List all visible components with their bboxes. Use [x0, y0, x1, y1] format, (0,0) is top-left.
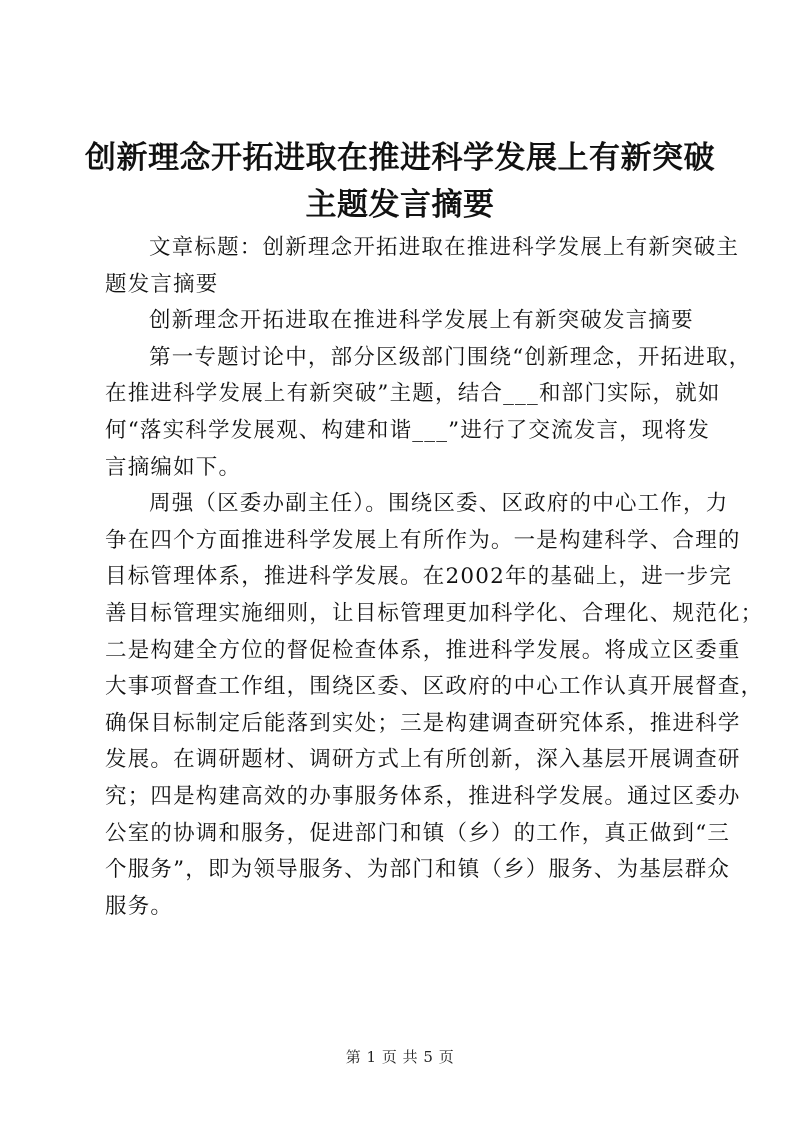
paragraph	[105, 340, 752, 486]
paragraph	[105, 486, 764, 925]
document-body	[105, 230, 764, 925]
paragraph-line: 目标管理体系，推进科学发展。在2002年的基础上，进一步完	[105, 564, 733, 590]
paragraph-line: 公室的协调和服务，促进部门和镇（乡）的工作，真正做到“三	[105, 820, 731, 846]
document-title-line-2: 主题发言摘要	[305, 187, 495, 223]
paragraph-line: 服务。	[105, 893, 174, 919]
paragraph-line: 发展。在调研题材、调研方式上有所创新，深入基层开展调查研	[105, 747, 741, 773]
paragraph	[105, 303, 705, 340]
paragraph-line: 创新理念开拓进取在推进科学发展上有新突破发言摘要	[149, 308, 694, 334]
paragraph-line: 何“落实科学发展观、构建和谐___”进行了交流发言，现将发	[105, 417, 711, 443]
paragraph-line: 争在四个方面推进科学发展上有所作为。一是构建科学、合理的	[105, 527, 741, 553]
page-number-footer: 第 1 页 共 5 页	[345, 1048, 455, 1066]
paragraph-line: 周强（区委办副主任）。围绕区委、区政府的中心工作，力	[149, 491, 729, 517]
document-title-line-1: 创新理念开拓进取在推进科学发展上有新突破	[85, 140, 715, 176]
paragraph-line: 个服务”，即为领导服务、为部门和镇（乡）服务、为基层群众	[105, 857, 731, 883]
paragraph-line: 善目标管理实施细则，让目标管理更加科学化、合理化、规范化；	[105, 600, 764, 626]
paragraph-line: 确保目标制定后能落到实处；三是构建调查研究体系，推进科学	[105, 710, 741, 736]
paragraph-line: 在推进科学发展上有新突破”主题，结合___和部门实际，就如	[105, 381, 721, 407]
paragraph-line: 题发言摘要	[105, 271, 219, 297]
paragraph-line: 言摘编如下。	[105, 454, 242, 480]
paragraph-line: 究；四是构建高效的办事服务体系，推进科学发展。通过区委办	[105, 783, 741, 809]
paragraph-line: 文章标题：创新理念开拓进取在推进科学发展上有新突破主	[149, 235, 740, 260]
paragraph-line: 二是构建全方位的督促检查体系，推进科学发展。将成立区委重	[105, 637, 741, 663]
paragraph	[105, 230, 740, 303]
paragraph-line: 第一专题讨论中，部分区级部门围绕“创新理念，开拓进取，	[149, 344, 752, 370]
paragraph-line: 大事项督查工作组，围绕区委、区政府的中心工作认真开展督查，	[105, 674, 764, 700]
